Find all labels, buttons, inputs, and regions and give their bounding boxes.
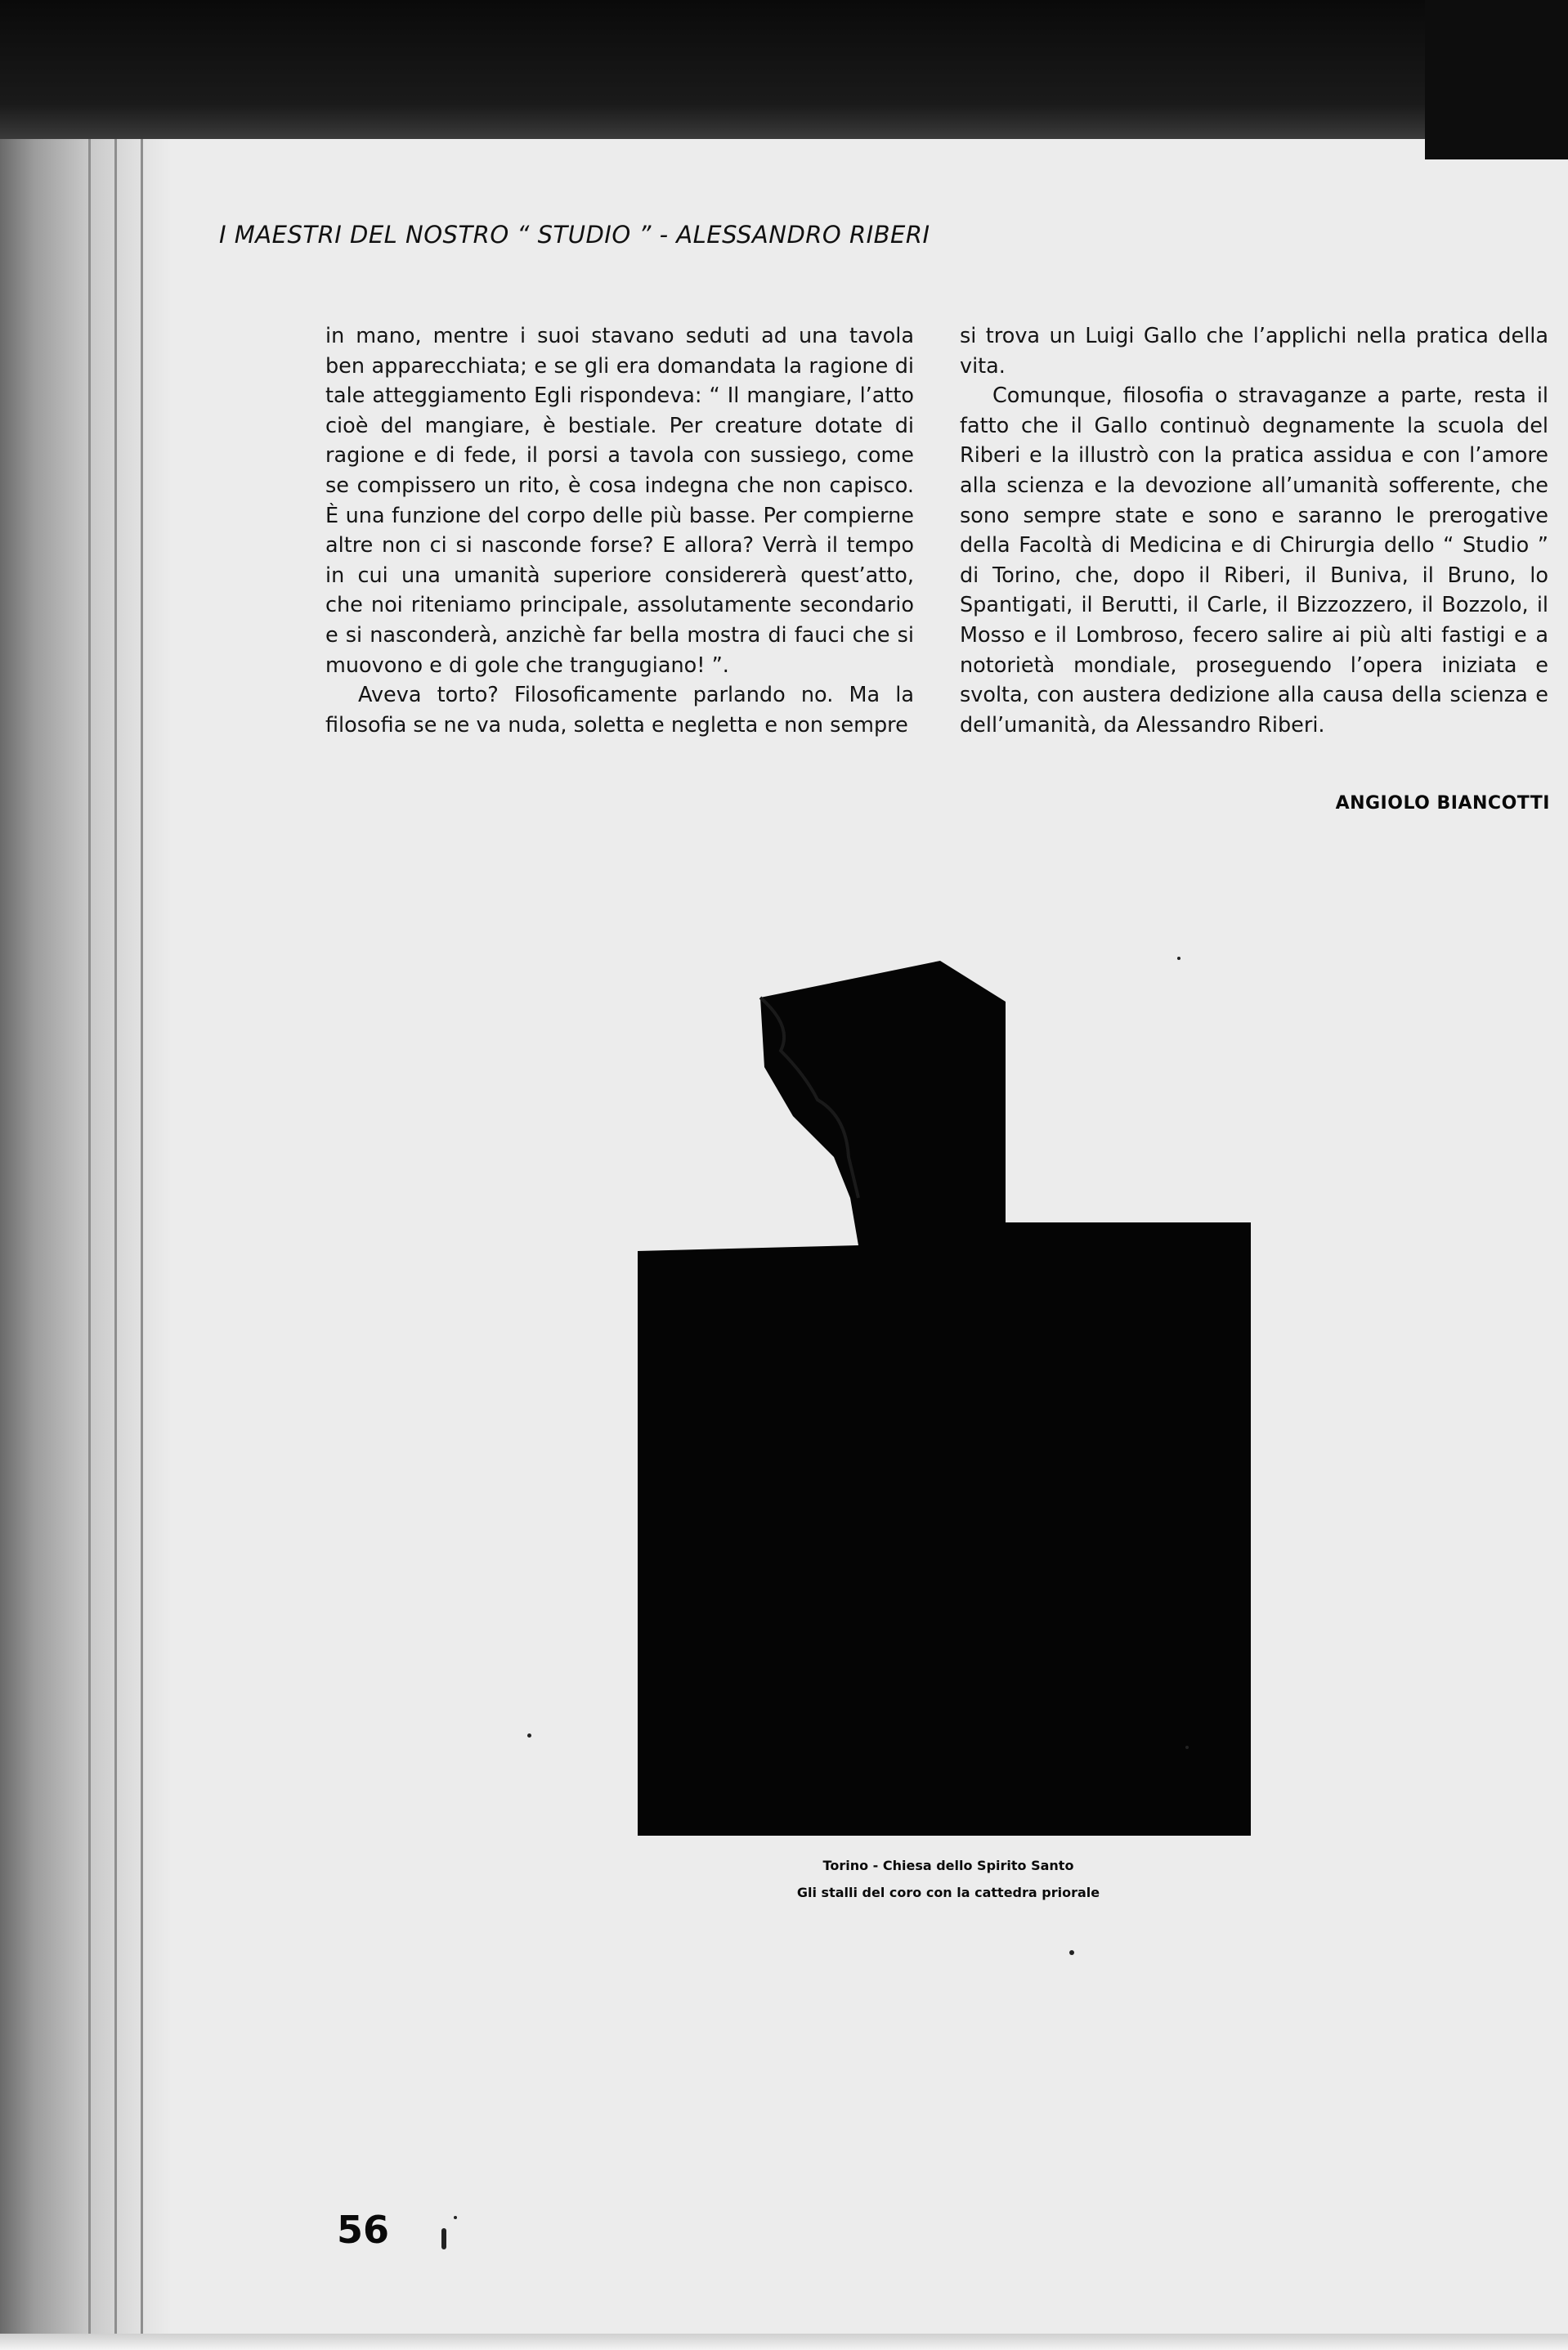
scan-top-shadow <box>0 0 1568 139</box>
author-signature: ANGIOLO BIANCOTTI <box>1335 793 1550 814</box>
caption-line: Torino - Chiesa dello Spirito Santo <box>822 1858 1074 1873</box>
text-column-left <box>325 321 914 740</box>
ink-speck <box>1069 1950 1074 1955</box>
scan-bottom-edge <box>0 2334 1568 2350</box>
gutter-line <box>114 139 117 2350</box>
paragraph: si trova un Luigi Gallo che l’applichi nella pratica della vita. <box>960 324 1548 379</box>
ink-speck <box>1177 957 1180 960</box>
paragraph: Aveva torto? Filosoficamente parlando no. Ma la filosofia se ne va nuda, soletta e negletta e non sempre <box>325 683 914 738</box>
book-gutter-edge <box>0 139 172 2350</box>
ink-speck <box>454 2216 457 2219</box>
photo-caption <box>638 1852 1259 1906</box>
paragraph: in mano, mentre i suoi stavano seduti ad una tavola ben apparecchiata; e se gli era domandata la ragione di tale atteggiamento Egli rispondeva: “ Il mangiare, l’atto cioè del mangiare, è bestiale. Per creature dotate di ragione e di fede, il porsi a tavola con sussiego, come se compissero un rito, è cosa indegna che non capisco. È una funzione del corpo delle più basse. Per compierne altre non ci si nasconde forse? E allora? Verrà il tempo in cui una umanità superiore considererà quest’atto, che noi riteniamo principale, assolutamente secondario e si nasconderà, anzichè far bella mostra di fauci che si muovono e di gole che trangugiano! ”. <box>325 324 914 678</box>
running-header: I MAESTRI DEL NOSTRO “ STUDIO ” - ALESSANDRO RIBERI <box>219 221 930 249</box>
caption-line: Gli stalli del coro con la cattedra priorale <box>796 1885 1100 1900</box>
choir-stalls-photo <box>629 953 1267 1852</box>
gutter-line <box>88 139 91 2350</box>
ink-speck <box>527 1733 531 1738</box>
ink-speck <box>441 2228 446 2249</box>
text-column-right <box>960 321 1548 740</box>
gutter-line <box>141 139 143 2350</box>
ink-speck <box>1185 1746 1189 1749</box>
paragraph: Comunque, filosofia o stravaganze a parte, resta il fatto che il Gallo continuò degnamente la scuola del Riberi e la illustrò con la pratica assidua e con l’amore alla scienza e la devozione all’umanità sofferente, che sono sempre state e sono e saranno le prerogative della Facoltà di Medicina e di Chirurgia dello “ Studio ” di Torino, che, dopo il Riberi, il Buniva, il Bruno, lo Spantigati, il Berutti, il Carle, il Bizzozzero, il Bozzolo, il Mosso e il Lombroso, fecero salire ai più alti fastigi e a notorietà mondiale, proseguendo l’opera iniziata e svolta, con austera dedizione alla causa della scienza e dell’umanità, da Alessandro Riberi. <box>960 383 1548 738</box>
page-number: 56 <box>337 2208 390 2252</box>
scan-top-right-shadow <box>1425 0 1568 159</box>
